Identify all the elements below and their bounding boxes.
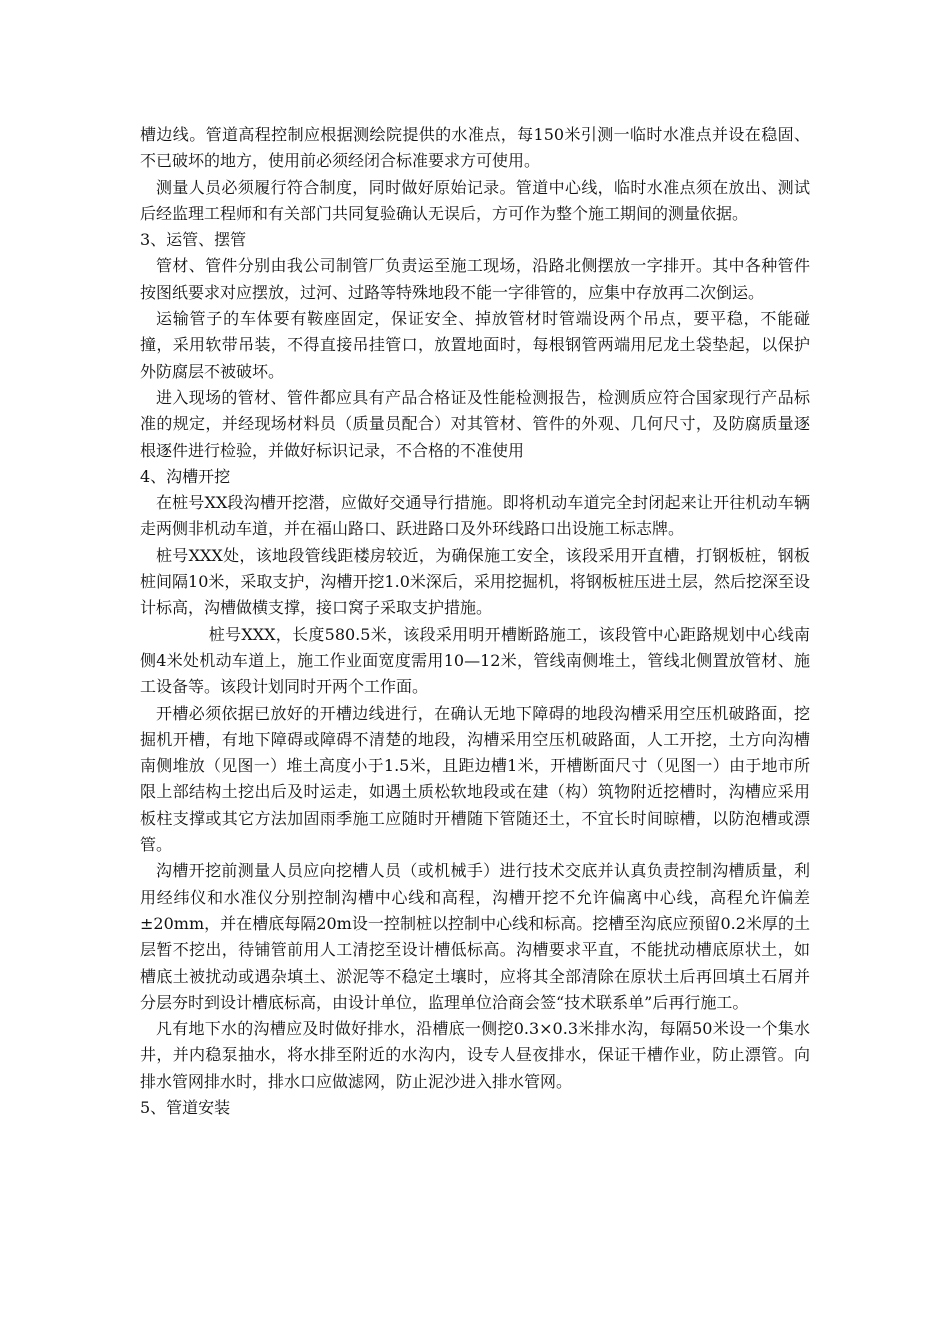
paragraph-trench-survey-control: 沟槽开挖前测量人员应向挖槽人员（或机械手）进行技术交底并认真负责控制沟槽质量，利用经纬仪和水准仪分别控制沟槽中心线和高程，沟槽开挖不允许偏离中心线，高程允许偏差±20mm，并在槽底每隔20m设一控制桩以控制中心线和标高。挖槽至沟底应预留0.2米厚的土层暂不挖出，待铺管前用人工清挖至设计槽低标高。沟槽要求平直，不能扰动槽底原状土，如槽底土被扰动或遇杂填土、淤泥等不稳定土壤时，应将其全部清除在原状土后再回填土石屑并分层夯时到设计槽底标高，由设计单位，监理单位洽商会签“技术联系单”后再行施工。: [140, 861, 810, 1012]
paragraph-sheet-piling: 桩号XXX处，该地段管线距楼房较近，为确保施工安全，该段采用开直槽，打钢板桩，钢板桩间隔10米，采取支护，沟槽开挖1.0米深后，采用挖掘机，将钢板桩压进土层，然后挖深至设计标高，沟槽做横支撑，接口窝子采取支护措施。: [140, 545, 810, 618]
paragraph-pipe-inspection: 进入现场的管材、管件都应具有产品合格证及性能检测报告，检测质应符合国家现行产品标准的规定，并经现场材料员（质量员配合）对其管材、管件的外观、几何尺寸，及防腐质量逐根逐件进行检验，并做好标识记录，不合格的不准使用: [140, 387, 810, 460]
paragraph-pipe-hoisting: 运输管子的车体要有鞍座固定，保证安全、掉放管材时管端设两个吊点，要平稳，不能碰撞，采用软带吊装，不得直接吊挂管口，放置地面时，每根钢管两端用尼龙土袋垫起，以保护外防腐层不被破坏。: [140, 309, 810, 381]
paragraph-traffic-diversion: 在桩号XX段沟槽开挖潜，应做好交通导行措施。即将机动车道完全封闭起来让开往机动车辆走两侧非机动车道，并在福山路口、跃进路口及外环线路口出设施工标志牌。: [140, 493, 810, 539]
paragraph-open-trench-section: 桩号XXX，长度580.5米，该段采用明开槽断路施工，该段管中心距路规划中心线南侧4米处机动车道上，施工作业面宽度需用10—12米，管线南侧堆土，管线北侧置放管材、施工设备等。该段计划同时开两个工作面。: [140, 624, 810, 697]
paragraph-survey-records: 测量人员必须履行符合制度，同时做好原始记录。管道中心线，临时水准点须在放出、测试后经监理工程师和有关部门共同复验确认无误后，方可作为整个施工期间的测量依据。: [140, 177, 810, 223]
document-body: [140, 122, 810, 1121]
section-heading-pipe-installation: 5、管道安装: [140, 1097, 231, 1117]
paragraph-trench-digging: 开槽必须依据已放好的开槽边线进行，在确认无地下障碍的地段沟槽采用空压机破路面，挖掘机开槽，有地下障碍或障碍不清楚的地段，沟槽采用空压机破路面，人工开挖，土方向沟槽南侧堆放（见图一）堆土高度小于1.5米，且距边槽1米，开槽断面尺寸（见图一）由于地市所限上部结构土挖出后及时运走，如遇土质松软地段或在建（构）筑物附近挖槽时，沟槽应采用板柱支撑或其它方法加固雨季施工应随时开槽随下管随还土，不宜长时间晾槽，以防泡槽或漂管。: [140, 703, 810, 855]
paragraph-pipe-placement: 管材、管件分别由我公司制管厂负责运至施工现场，沿路北侧摆放一字排开。其中各种管件按图纸要求对应摆放，过河、过路等特殊地段不能一字徘管的，应集中存放再二次倒运。: [140, 256, 810, 302]
paragraph-survey-benchmark: 槽边线。管道高程控制应根据测绘院提供的水准点，每150米引测一临时水准点并设在稳固、不已破坏的地方，使用前必须经闭合标准要求方可使用。: [140, 125, 810, 171]
section-heading-trench-excavation: 4、沟槽开挖: [140, 466, 231, 486]
paragraph-trench-drainage: 凡有地下水的沟槽应及时做好排水，沿槽底一侧挖0.3×0.3米排水沟，每隔50米设一个集水井，并内稳泵抽水，将水排至附近的水沟内，设专人昼夜排水，保证干槽作业，防止漂管。向排水管网排水时，排水口应做滤网，防止泥沙进入排水管网。: [140, 1019, 810, 1091]
section-heading-pipe-transport: 3、运管、摆管: [140, 230, 247, 250]
